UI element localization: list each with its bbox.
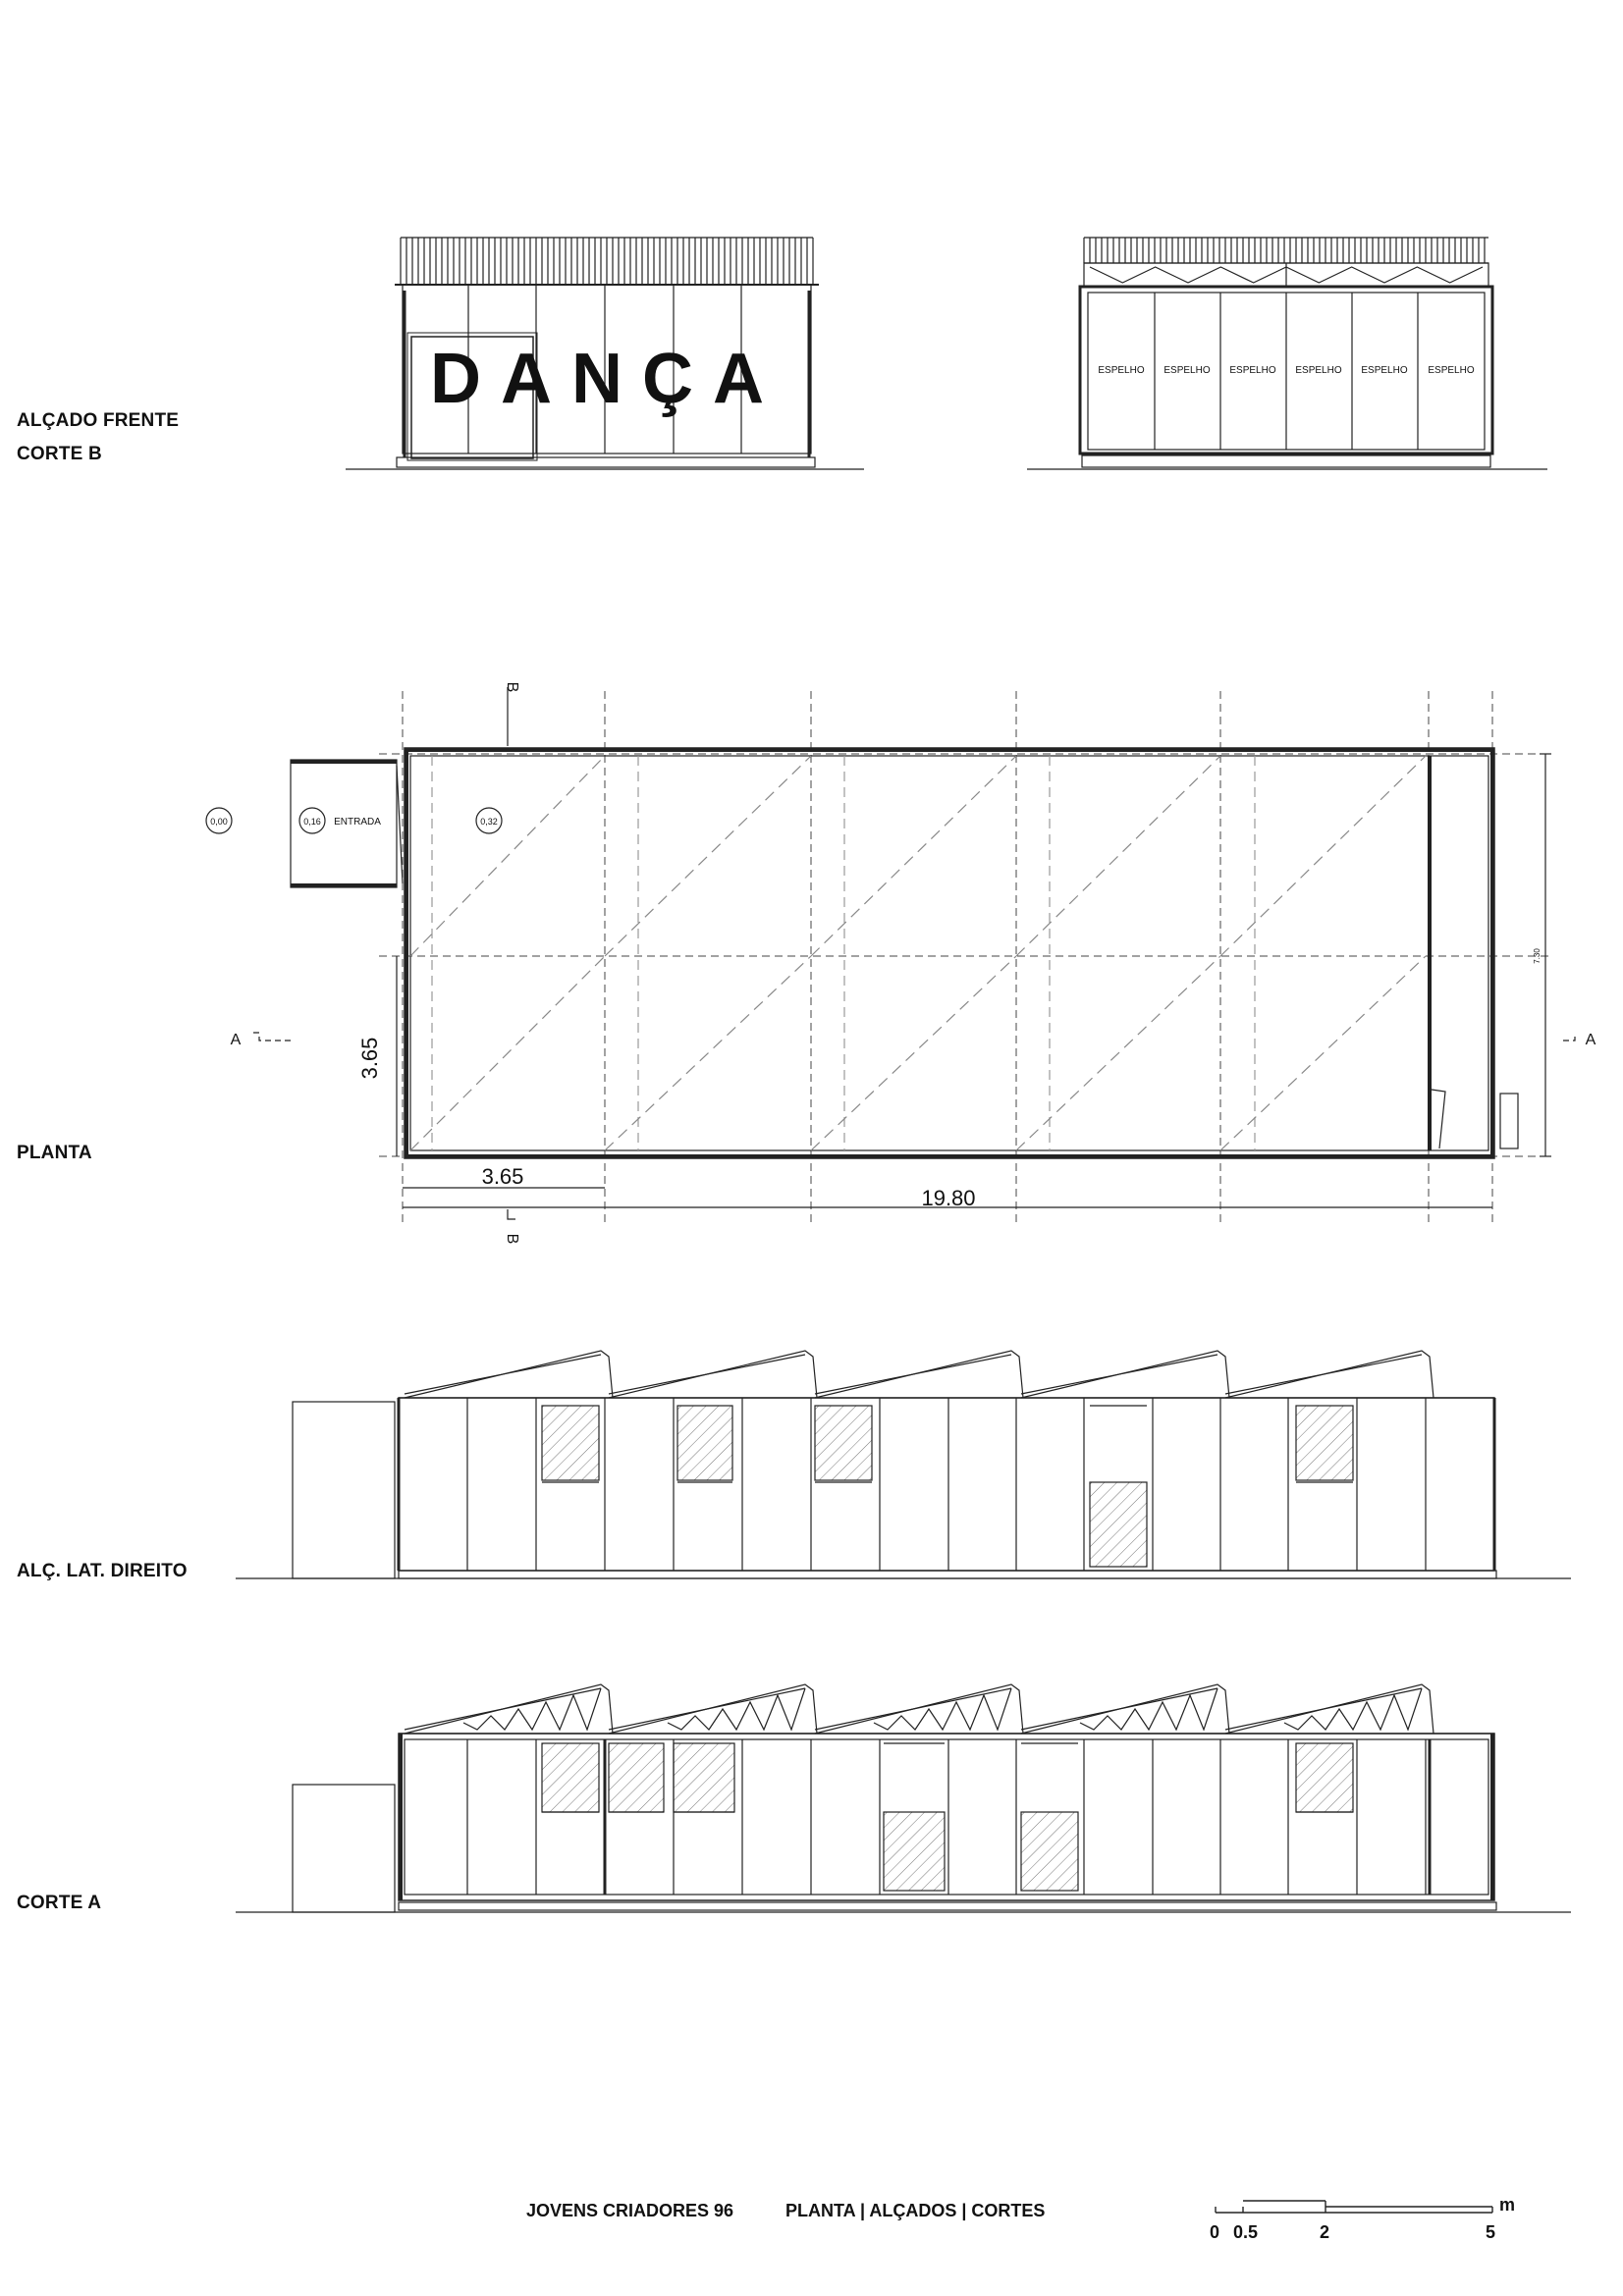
dim-bay: 3.65 — [481, 1164, 524, 1189]
scale-bar — [1216, 2201, 1492, 2213]
section-b-elevation — [1027, 238, 1547, 469]
mirror-label-4: ESPELHO — [1295, 365, 1342, 376]
label-plan: PLANTA — [17, 1143, 92, 1163]
sawtooth-roof-trusses — [399, 1684, 1494, 1734]
label-section-a: CORTE A — [17, 1893, 102, 1913]
mirror-label-2: ESPELHO — [1163, 365, 1211, 376]
cut-b-top: B — [504, 681, 520, 693]
wall-panels — [467, 1739, 1426, 1895]
front-sign: DANÇA — [430, 340, 784, 418]
dim-width: 3.65 — [357, 1037, 382, 1080]
cut-b-bottom: B — [504, 1233, 520, 1245]
label-section-b: CORTE B — [17, 444, 102, 464]
scale-unit: m — [1499, 2195, 1516, 2215]
sawtooth-roof — [399, 1351, 1494, 1398]
scale-tick-0-5: 0.5 — [1233, 2222, 1259, 2242]
footer-project: JOVENS CRIADORES 96 — [526, 2201, 734, 2220]
mirror-label-3: ESPELHO — [1229, 365, 1276, 376]
roof-corrugation — [1084, 238, 1488, 263]
wall-panels — [467, 1398, 1426, 1571]
level-0-32: 0,32 — [480, 817, 498, 827]
cut-a-right: A — [1585, 1032, 1596, 1048]
scale-tick-5: 5 — [1486, 2222, 1496, 2242]
label-front-elevation: ALÇADO FRENTE — [17, 410, 180, 431]
dim-right: 7.30 — [1533, 948, 1542, 964]
mirror-label-5: ESPELHO — [1361, 365, 1408, 376]
dim-total: 19.80 — [921, 1186, 976, 1210]
floor-plan — [206, 687, 1575, 1225]
roof-corrugation — [401, 238, 813, 285]
entrance-label: ENTRADA — [334, 817, 381, 828]
mirror-label-1: ESPELHO — [1098, 365, 1145, 376]
scale-tick-0: 0 — [1210, 2222, 1220, 2242]
level-0-16: 0,16 — [303, 817, 321, 827]
footer-sheet-title: PLANTA | ALÇADOS | CORTES — [785, 2201, 1046, 2220]
label-right-side-elevation: ALÇ. LAT. DIREITO — [17, 1561, 188, 1581]
mirror-label-6: ESPELHO — [1428, 365, 1475, 376]
right-side-elevation — [236, 1351, 1571, 1578]
front-elevation — [346, 238, 864, 469]
section-a — [236, 1684, 1571, 1912]
scale-tick-2: 2 — [1320, 2222, 1330, 2242]
cut-a-left: A — [230, 1032, 242, 1048]
level-0-00: 0,00 — [210, 817, 228, 827]
